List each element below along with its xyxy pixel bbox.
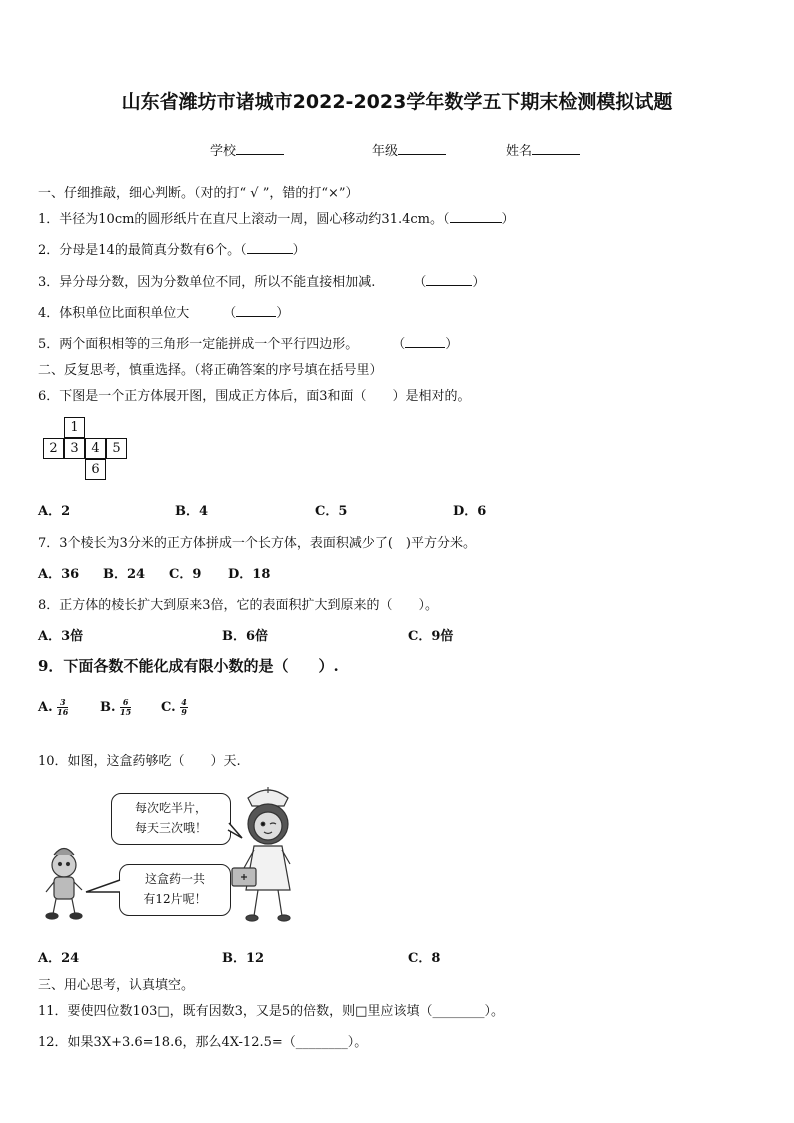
page-title: 山东省潍坊市诸城市2022-2023学年数学五下期末检测模拟试题 (121, 91, 673, 113)
fraction-3-16: $\frac{3}{16}$ (57, 697, 69, 717)
q9-option-c-label: C. (161, 700, 176, 715)
section-1-heading: 一、仔细推敲，细心判断。（对的打“ √ ”，错的打“×”） (38, 186, 359, 201)
child-speech-line-1: 这盒药一共 (144, 872, 205, 886)
question-4: 4．体积单位比面积单位大 （ ） (38, 306, 290, 321)
school-label: 学校 (210, 144, 237, 159)
cube-net-diagram (42, 417, 134, 483)
school-field (210, 140, 284, 159)
q10-option-a[interactable]: A．24 (38, 951, 80, 966)
net-face-6: 6 (85, 459, 106, 480)
fraction-6-15: $\frac{6}{15}$ (120, 697, 132, 717)
question-9: 9．下面各数不能化成有限小数的是（ ）. (38, 657, 339, 675)
q6-option-b[interactable]: B．4 (175, 504, 209, 519)
q7-option-c[interactable]: C．9 (169, 567, 202, 582)
question-7: 7．3个棱长为3分米的正方体拼成一个长方体，表面积减少了( )平方分米。 (38, 536, 476, 551)
q6-option-d[interactable]: D．6 (453, 504, 487, 519)
net-face-4: 4 (85, 438, 106, 459)
question-4-text: 4．体积单位比面积单位大 (38, 306, 190, 321)
net-face-1: 1 (64, 417, 85, 438)
question-3-text: 3．异分母分数，因为分数单位不同，所以不能直接相加减. (38, 275, 376, 290)
answer-blank-4[interactable] (236, 304, 276, 317)
question-10: 10．如图，这盒药够吃（ ）天. (38, 754, 241, 769)
child-speech-line-2: 有12片呢！ (143, 892, 207, 906)
child-figure (46, 849, 82, 920)
section-2-heading: 二、反复思考，慎重选择。（将正确答案的序号填在括号里） (38, 363, 383, 378)
question-2-text: 2．分母是14的最简真分数有6个。 (38, 243, 241, 258)
nurse-speech-line-2: 每天三次哦！ (134, 821, 207, 835)
net-face-2: 2 (43, 438, 64, 459)
q6-option-a[interactable]: A．2 (38, 504, 71, 519)
net-face-3: 3 (64, 438, 85, 459)
q9-option-b-label: B. (100, 700, 116, 715)
answer-blank-1[interactable] (450, 210, 502, 223)
answer-blank-5[interactable] (405, 335, 445, 348)
nurse-speech-line-1: 每次吃半片， (134, 801, 207, 815)
q9-option-a-label: A. (38, 700, 53, 715)
q7-option-b[interactable]: B．24 (103, 567, 146, 582)
q7-option-a[interactable]: A．36 (38, 567, 80, 582)
question-6: 6．下图是一个正方体展开图，围成正方体后，面3和面（ ）是相对的。 (38, 389, 471, 404)
question-11: 11．要使四位数103□，既有因数3，又是5的倍数，则□里应该填（________）。 (38, 1004, 504, 1019)
question-12: 12．如果3X+3.6=18.6，那么4X-12.5=（________）。 (38, 1035, 368, 1050)
q6-option-c[interactable]: C．5 (315, 504, 348, 519)
name-blank (532, 142, 580, 155)
q8-option-c[interactable]: C．9倍 (408, 629, 454, 644)
q8-option-a[interactable]: A．3倍 (38, 629, 84, 644)
school-blank (236, 142, 284, 155)
answer-blank-2[interactable] (247, 241, 293, 254)
question-3: 3．异分母分数，因为分数单位不同，所以不能直接相加减. （ ） (38, 275, 486, 290)
grade-blank (398, 142, 446, 155)
question-5: 5．两个面积相等的三角形一定能拼成一个平行四边形。 （ ） (38, 337, 459, 352)
question-5-text: 5．两个面积相等的三角形一定能拼成一个平行四边形。 (38, 337, 359, 352)
q10-option-c[interactable]: C．8 (408, 951, 441, 966)
grade-field (372, 140, 446, 159)
q9-option-a[interactable] (38, 698, 68, 717)
q10-option-b[interactable]: B．12 (222, 951, 265, 966)
question-1: 1．半径为10cm的圆形纸片在直尺上滚动一周，圆心移动约31.4cm。（ ） (38, 212, 515, 227)
question-1-text: 1．半径为10cm的圆形纸片在直尺上滚动一周，圆心移动约31.4cm。 (38, 212, 443, 227)
fraction-4-9: $\frac{4}{9}$ (181, 697, 187, 717)
net-face-5: 5 (106, 438, 127, 459)
q9-option-b[interactable] (100, 698, 131, 717)
q9-option-c[interactable] (161, 698, 188, 717)
section-3-heading: 三、用心思考，认真填空。 (38, 978, 195, 993)
child-bubble-tail (86, 880, 120, 892)
q8-option-b[interactable]: B．6倍 (222, 629, 269, 644)
nurse-figure (232, 787, 290, 921)
nurse-bubble-tail (228, 823, 242, 838)
medicine-illustration (36, 780, 306, 930)
grade-label: 年级 (372, 144, 399, 159)
q7-option-d[interactable]: D．18 (228, 567, 271, 582)
question-8: 8．正方体的棱长扩大到原来3倍，它的表面积扩大到原来的（ ）。 (38, 598, 439, 613)
name-field (506, 140, 580, 159)
question-2: 2．分母是14的最简真分数有6个。（ ） (38, 243, 306, 258)
answer-blank-3[interactable] (426, 273, 472, 286)
name-label: 姓名 (506, 144, 533, 159)
